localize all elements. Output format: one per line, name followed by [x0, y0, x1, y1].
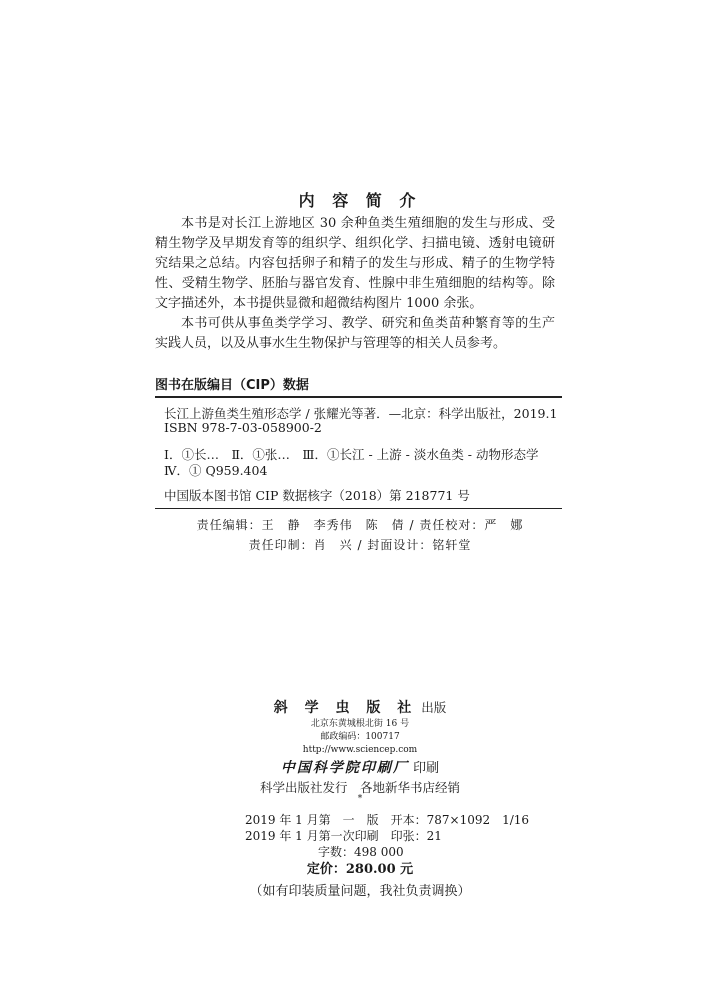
- publisher-url: http://www.sciencep.com: [302, 745, 418, 755]
- publisher-address: 北京东黄城根北街 16 号: [310, 719, 410, 729]
- cip-bottom-rule: [155, 508, 562, 509]
- intro-title: 内 容 简 介: [298, 191, 422, 210]
- cip-line-classification-number: Ⅳ．① Q959.404: [164, 463, 268, 478]
- cip-heading: 图书在版编目（CIP）数据: [155, 378, 309, 393]
- printer-name: 中国科学院印刷厂: [280, 760, 409, 776]
- publisher-suffix: 出版: [421, 700, 447, 715]
- cip-line-isbn: ISBN 978-7-03-058900-2: [164, 420, 322, 435]
- edition-line-3: 字数：498 000: [318, 845, 404, 859]
- distribution-line: 科学出版社发行 各地新华书店经销: [259, 780, 460, 795]
- cip-top-rule: [155, 396, 562, 398]
- price: 定价：280.00 元: [306, 862, 414, 877]
- cip-line-classification: Ⅰ．①长… Ⅱ．①张… Ⅲ．①长江 - 上游 - 淡水鱼类 - 动物形态学: [164, 447, 539, 462]
- intro-body: [155, 214, 555, 354]
- publisher-postcode: 邮政编码：100717: [320, 732, 400, 742]
- quality-note: （如有印装质量问题，我社负责调换）: [249, 884, 471, 899]
- credits-production: 责任印制：肖 兴 / 封面设计：铭轩堂: [248, 538, 472, 552]
- edition-line-1: 2019 年 1 月第 一 版 开本：787×1092 1/16: [245, 813, 530, 827]
- publisher-name: 斜 学 虫 版 社: [273, 700, 418, 716]
- printer-suffix: 印刷: [413, 761, 440, 776]
- cip-line-record-number: 中国版本图书馆 CIP 数据核字（2018）第 218771 号: [164, 488, 470, 503]
- separator-star: *: [357, 794, 363, 804]
- publisher-line: [0, 697, 720, 717]
- cip-line-title: 长江上游鱼类生殖形态学 / 张耀光等著．—北京：科学出版社，2019.1: [164, 406, 558, 421]
- printer-line: [0, 757, 720, 777]
- edition-line-2: 2019 年 1 月第一次印刷 印张：21: [245, 829, 442, 843]
- credits-editors: 责任编辑：王 静 李秀伟 陈 倩 / 责任校对：严 娜: [196, 518, 524, 532]
- intro-paragraph-2: 本书可供从事鱼类学学习、教学、研究和鱼类苗种繁育等的生产实践人员，以及从事水生生物保护与管理等的相关人员参考。: [155, 316, 555, 351]
- intro-paragraph-1: 本书是对长江上游地区 30 余种鱼类生殖细胞的发生与形成、受精生物学及早期发育等的组织学、组织化学、扫描电镜、透射电镜研究结果之总结。内容包括卵子和精子的发生与形成、精子的生物学特性、受精生物学、胚胎与器官发育、性腺中非生殖细胞的结构等。除文字描述外，本书提供显微和超微结构图片 1000 余张。: [155, 216, 555, 311]
